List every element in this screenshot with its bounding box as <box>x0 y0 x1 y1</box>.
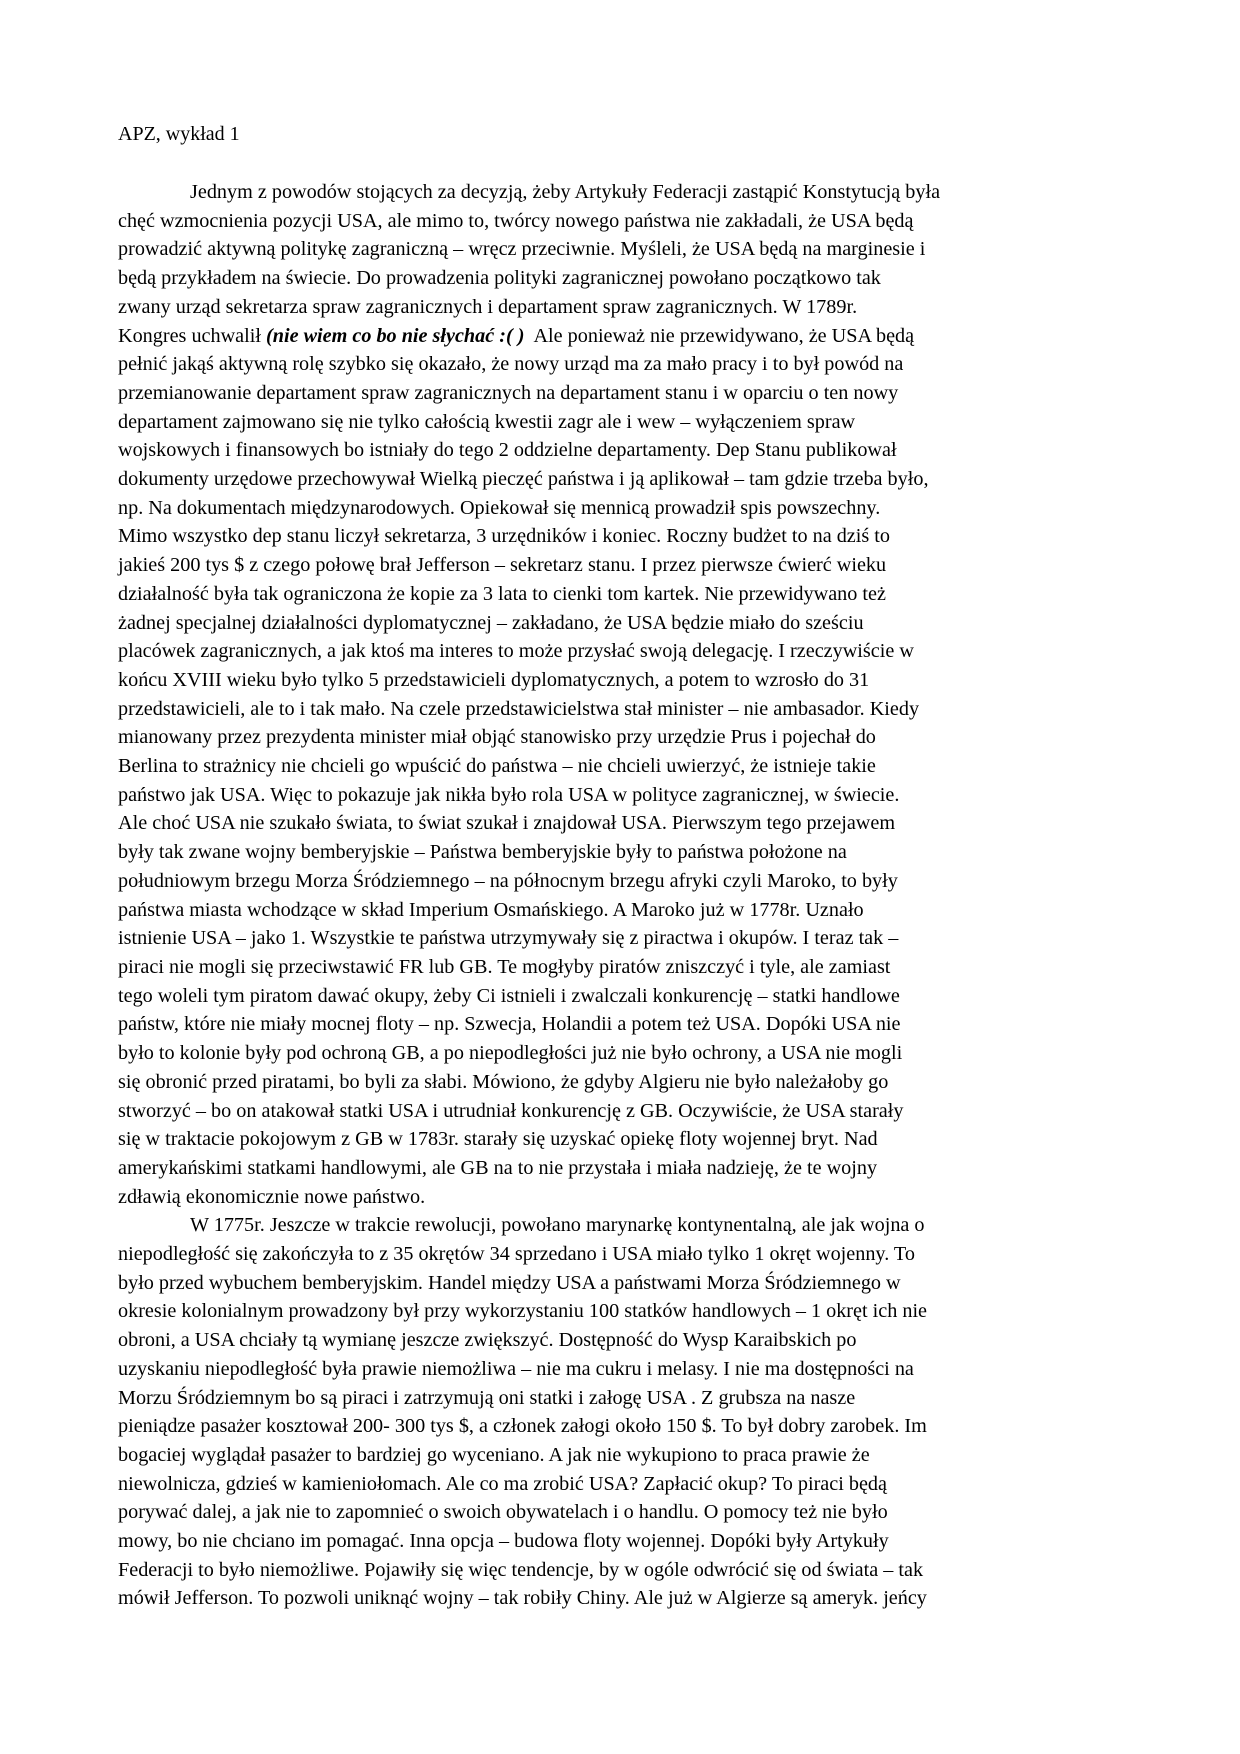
text-line: mianowany przez prezydenta minister miał objąć stanowisko przy urzędzie Prus i pojechał do <box>118 726 876 749</box>
text-line: np. Na dokumentach międzynarodowych. Opiekował się mennicą prowadził spis powszechny. <box>118 496 881 519</box>
text-line: państwa miasta wchodzące w skład Imperium Osmańskiego. A Maroko już w 1778r. Uznało <box>118 898 864 921</box>
text-line: południowym brzegu Morza Śródziemnego – na północnym brzegu afryki czyli Maroko, to były <box>118 869 898 892</box>
text-line: były tak zwane wojny bemberyjskie – Państwa bemberyjskie były to państwa położone na <box>118 841 847 864</box>
text-line: uzyskaniu niepodległość była prawie niemożliwa – nie ma cukru i melasy. I nie ma dostępności na <box>118 1357 914 1380</box>
text-line: prowadzić aktywną politykę zagraniczną – wręcz przeciwnie. Myśleli, że USA będą na marginesie i <box>118 238 926 261</box>
text-line: Federacji to było niemożliwe. Pojawiły się więc tendencje, by w ogóle odwrócić się od świata – tak <box>118 1558 924 1581</box>
text-line: dokumenty urzędowe przechowywał Wielką pieczęć państwa i ją aplikował – tam gdzie trzeba było, <box>118 468 929 491</box>
text-line: wojskowych i finansowych bo istniały do tego 2 oddzielne departamenty. Dep Stanu publikował <box>118 439 897 462</box>
text-line: pieniądze pasażer kosztował 200- 300 tys $, a członek załogi około 150 $. To był dobry zarobek. Im <box>118 1415 927 1438</box>
text-line: niewolnicza, gdzieś w kamieniołomach. Ale co ma zrobić USA? Zapłacić okup? To piraci będą <box>118 1472 887 1495</box>
text-line: mowy, bo nie chciano im pomagać. Inna opcja – budowa floty wojennej. Dopóki były Artykuły <box>118 1530 889 1553</box>
text-line: chęć wzmocnienia pozycji USA, ale mimo to, twórcy nowego państwa nie zakładali, że USA będą <box>118 209 914 232</box>
text-line: stworzyć – bo on atakował statki USA i utrudniał konkurencję z GB. Oczywiście, że USA starały <box>118 1099 904 1122</box>
text-line: państw, które nie miały mocnej floty – np. Szwecja, Holandii a potem też USA. Dopóki USA nie <box>118 1013 901 1036</box>
paragraph <box>118 1211 1123 1613</box>
text-line: amerykańskimi statkami handlowymi, ale GB na to nie przystała i miała nadzieję, że te wojny <box>118 1156 878 1179</box>
paragraph <box>118 178 1123 1211</box>
text-line: się w traktacie pokojowym z GB w 1783r. starały się uzyskać opiekę floty wojennej bryt. Nad <box>118 1128 878 1151</box>
text-line: było przed wybuchem bemberyjskim. Handel między USA a państwami Morza Śródziemnego w <box>118 1271 901 1294</box>
text-line: niepodległość się zakończyła to z 35 okrętów 34 sprzedano i USA miało tylko 1 okręt wojenny. To <box>118 1243 915 1266</box>
text-line: będą przykładem na świecie. Do prowadzenia polityki zagranicznej powołano początkowo tak <box>118 267 881 290</box>
text-line: Jednym z powodów stojących za decyzją, żeby Artykuły Federacji zastąpić Konstytucją była <box>190 181 941 203</box>
text-line: żadnej specjalnej działalności dyplomatycznej – zakładano, że USA będzie miało do sześciu <box>118 611 864 634</box>
text-line <box>118 322 1123 351</box>
text-line: państwo jak USA. Więc to pokazuje jak nikła było rola USA w polityce zagranicznej, w świecie. <box>118 783 900 806</box>
text-line: zdławią ekonomicznie nowe państwo. <box>118 1185 426 1208</box>
text-line: placówek zagranicznych, a jak ktoś ma interes to może przysłać swoją delegację. I rzeczywiście w <box>118 640 914 663</box>
text-run: Kongres uchwalił <box>118 324 267 347</box>
text-line: pełnić jakąś aktywną rolę szybko się okazało, że nowy urząd ma za mało pracy i to był powód na <box>118 353 904 376</box>
document-title: APZ, wykład 1 <box>118 123 240 145</box>
text-line: przedstawicieli, ale to i tak mało. Na czele przedstawicielstwa stał minister – nie ambasador. Kiedy <box>118 697 920 720</box>
text-line: Ale choć USA nie szukało świata, to świat szukał i znajdował USA. Pierwszym tego przejawem <box>118 812 896 835</box>
text-line: Morzu Śródziemnym bo są piraci i zatrzymują oni statki i załogę USA . Z grubsza na nasze <box>118 1386 856 1409</box>
text-line: bogaciej wyglądał pasażer to bardziej go wyceniano. A jak nie wykupiono to praca prawie że <box>118 1443 870 1466</box>
text-line: piraci nie mogli się przeciwstawić FR lub GB. Te mogłyby piratów zniszczyć i tyle, ale zamiast <box>118 955 891 978</box>
text-line: jakieś 200 tys $ z czego połowę brał Jefferson – sekretarz stanu. I przez pierwsze ćwierć wieku <box>118 554 887 577</box>
text-line: działalność była tak ograniczona że kopie za 3 lata to cienki tom kartek. Nie przewidywano też <box>118 582 886 605</box>
text-line: przemianowanie departament spraw zagranicznych na departament stanu i w oparciu o ten nowy <box>118 381 899 404</box>
text-line: istnienie USA – jako 1. Wszystkie te państwa utrzymywały się z piractwa i okupów. I teraz tak – <box>118 927 899 950</box>
text-line: tego woleli tym piratom dawać okupy, żeby Ci istnieli i zwalczali konkurencję – statki handlowe <box>118 984 900 1007</box>
text-line: okresie kolonialnym prowadzony był przy wykorzystaniu 100 statków handlowych – 1 okręt ich nie <box>118 1300 928 1323</box>
text-run: Ale ponieważ nie przewidywano, że USA będą <box>524 324 915 347</box>
author-note: (nie wiem co bo nie słychać :( ) <box>266 324 525 347</box>
text-line: mówił Jefferson. To pozwoli uniknąć wojny – tak robiły Chiny. Ale już w Algierze są ameryk. jeńcy <box>118 1587 927 1610</box>
text-line: się obronić przed piratami, bo byli za słabi. Mówiono, że gdyby Algieru nie było należałoby go <box>118 1070 889 1093</box>
document-body <box>118 178 1123 1613</box>
text-line: Mimo wszystko dep stanu liczył sekretarza, 3 urzędników i koniec. Roczny budżet to na dziś to <box>118 525 890 548</box>
text-line: było to kolonie były pod ochroną GB, a po niepodległości już nie było ochrony, a USA nie mogli <box>118 1042 903 1065</box>
text-line: obroni, a USA chciały tą wymianę jeszcze zwiększyć. Dostępność do Wysp Karaibskich po <box>118 1329 857 1352</box>
text-line: zwany urząd sekretarza spraw zagranicznych i departament spraw zagranicznych. W 1789r. <box>118 295 858 318</box>
text-line: Berlina to strażnicy nie chcieli go wpuścić do państwa – nie chcieli uwierzyć, że istnieje takie <box>118 755 876 778</box>
text-line: W 1775r. Jeszcze w trakcie rewolucji, powołano marynarkę kontynentalną, ale jak wojna o <box>190 1214 925 1237</box>
text-line: końcu XVIII wieku było tylko 5 przedstawicieli dyplomatycznych, a potem to wzrosło do 31 <box>118 668 870 691</box>
text-line: porywać dalej, a jak nie to zapomnieć o swoich obywatelach i o handlu. O pomocy też nie było <box>118 1501 888 1524</box>
text-line: departament zajmowano się nie tylko całością kwestii zagr ale i wew – wyłączeniem spraw <box>118 410 856 433</box>
